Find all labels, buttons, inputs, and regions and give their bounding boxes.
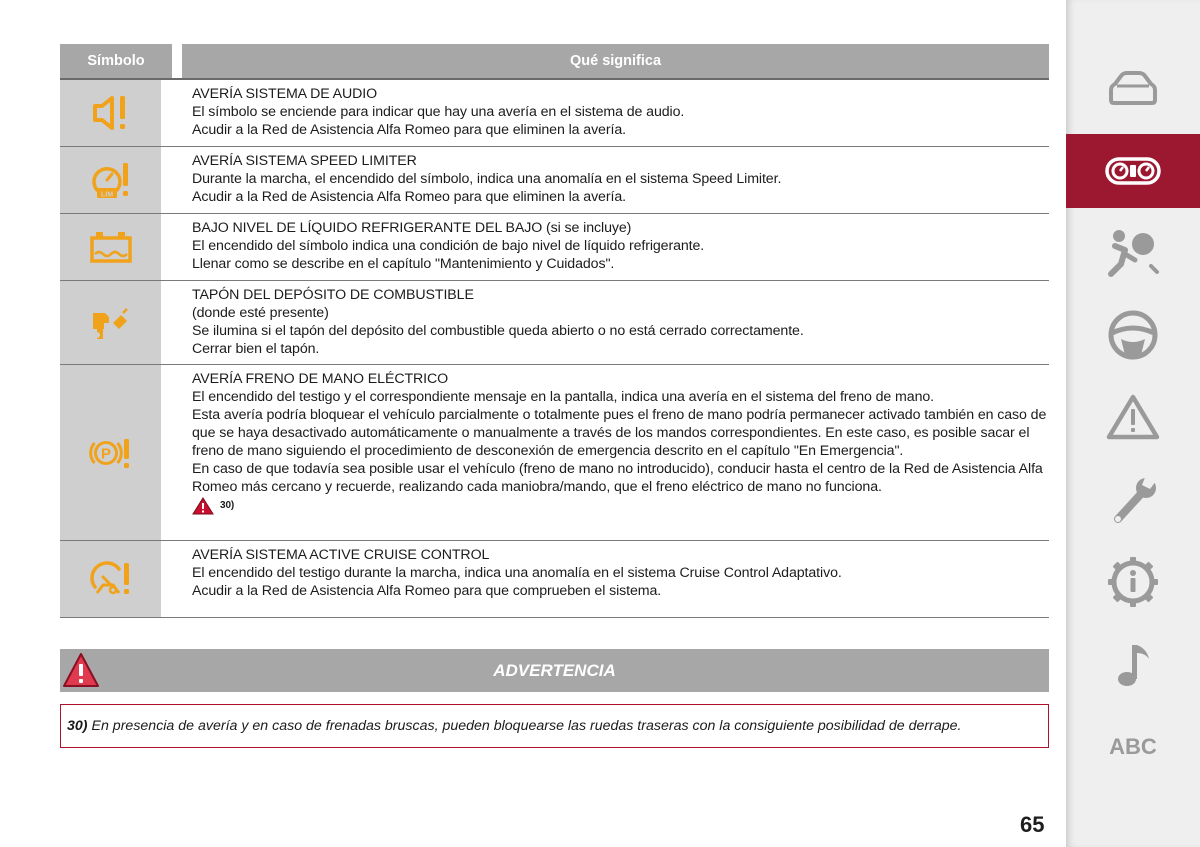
warning-triangle-icon [192, 497, 214, 515]
symbol-cell [60, 80, 161, 146]
table-row [60, 281, 1049, 365]
row-text [192, 214, 1049, 280]
row-text [192, 365, 1049, 522]
row-text [192, 541, 1049, 607]
symbol-cell [60, 147, 161, 213]
low-coolant-icon [89, 227, 133, 267]
airbag-icon [1105, 226, 1161, 278]
svg-text:LIM: LIM [100, 191, 113, 199]
table-row [60, 365, 1049, 541]
symbol-cell [60, 541, 161, 617]
warning-lights-table [60, 44, 1049, 618]
row-title: TAPÓN DEL DEPÓSITO DE COMBUSTIBLE [192, 287, 474, 303]
row-line: El encendido del símbolo indica una condición de bajo nivel de líquido refrigerante. [192, 238, 705, 254]
warning-note-number: 30) [67, 718, 88, 734]
row-text [192, 147, 1049, 213]
row-title: AVERÍA FRENO DE MANO ELÉCTRICO [192, 371, 449, 387]
row-text [192, 80, 1049, 146]
music-note-icon [1111, 639, 1155, 691]
row-line: Se ilumina si el tapón del depósito del combustible queda abierto o no está cerrado correctamente. [192, 323, 804, 339]
row-line: (donde esté presente) [192, 305, 329, 321]
active-cruise-control-failure-icon [89, 559, 133, 599]
row-text [192, 281, 1049, 365]
header-symbol: Símbolo [60, 44, 172, 78]
audio-failure-icon [89, 93, 133, 133]
car-icon [1105, 68, 1161, 108]
row-line: El encendido del testigo durante la marcha, indica una anomalía en el sistema Cruise Control Adaptativo. [192, 565, 842, 581]
row-title: AVERÍA SISTEMA DE AUDIO [192, 86, 378, 102]
row-line: Llenar como se describe en el capítulo "Mantenimiento y Cuidados". [192, 256, 615, 272]
svg-text:P: P [100, 445, 111, 462]
table-row [60, 147, 1049, 214]
sidebar-item-emergency[interactable] [1066, 380, 1200, 454]
warning-header [60, 649, 1049, 692]
row-line: El encendido del testigo y el correspondiente mensaje en la pantalla, indica una avería en el sistema del freno de mano. [192, 389, 934, 405]
row-line: Acudir a la Red de Asistencia Alfa Romeo para que eliminen la avería. [192, 189, 626, 205]
row-title: AVERÍA SISTEMA ACTIVE CRUISE CONTROL [192, 547, 490, 563]
warning-note [60, 704, 1049, 748]
warning-triangle-icon [1106, 393, 1160, 441]
table-header [60, 44, 1049, 80]
wrench-icon [1106, 473, 1160, 527]
sidebar-item-instruments[interactable] [1066, 134, 1200, 208]
sidebar-item-car[interactable] [1066, 51, 1200, 125]
sidebar-item-driving[interactable] [1066, 298, 1200, 372]
sidebar-item-maintenance[interactable] [1066, 463, 1200, 537]
symbol-cell [60, 214, 161, 280]
sidebar-item-multimedia[interactable] [1066, 628, 1200, 702]
row-line: Durante la marcha, el encendido del símbolo, indica una anomalía en el sistema Speed Limiter. [192, 171, 782, 187]
warning-reference-number: 30) [220, 500, 235, 511]
electric-parking-brake-failure-icon [89, 433, 133, 473]
fuel-cap-icon [89, 303, 133, 343]
steering-wheel-icon [1107, 309, 1159, 361]
header-meaning: Qué significa [182, 44, 1049, 78]
abc-index-label: ABC [1109, 734, 1157, 759]
table-row [60, 541, 1049, 618]
page-number: 65 [1020, 812, 1045, 837]
row-line: Cerrar bien el tapón. [192, 341, 320, 357]
symbol-cell [60, 281, 161, 364]
sidebar-item-safety[interactable] [1066, 215, 1200, 289]
warning-title: ADVERTENCIA [493, 660, 616, 680]
sidebar-item-index[interactable] [1066, 710, 1200, 784]
row-line: Esta avería podría bloquear el vehículo parcialmente o totalmente pues el freno de mano podría permanecer activado también en caso de que se haya desactivado automáticamente o manualmente a través de los mandos correspondientes. En este caso, es posible sacar el freno de mano siguiendo el procedimiento de desconexión de emergencia descrito en el capítulo "En Emergencia". [192, 407, 1047, 459]
row-title: BAJO NIVEL DE LÍQUIDO REFRIGERANTE DEL BAJO (si se incluye) [192, 220, 632, 236]
row-line: Acudir a la Red de Asistencia Alfa Romeo para que comprueben el sistema. [192, 583, 662, 599]
info-gear-icon [1106, 555, 1160, 609]
row-line: Acudir a la Red de Asistencia Alfa Romeo para que eliminen la avería. [192, 122, 626, 138]
sidebar-item-technical-data[interactable] [1066, 545, 1200, 619]
speed-limiter-failure-icon [89, 160, 133, 200]
symbol-cell [60, 365, 161, 540]
warning-note-text: En presencia de avería y en caso de frenadas bruscas, pueden bloquearse las ruedas traseras con la consiguiente posibilidad de derrape. [91, 718, 962, 734]
row-line: El símbolo se enciende para indicar que hay una avería en el sistema de audio. [192, 104, 685, 120]
instrument-panel-icon [1104, 154, 1162, 188]
table-row [60, 214, 1049, 281]
row-title: AVERÍA SISTEMA SPEED LIMITER [192, 153, 417, 169]
table-row [60, 80, 1049, 147]
row-line: En caso de que todavía sea posible usar el vehículo (freno de mano no introducido), conducir hasta el centro de la Red de Asistencia Alfa Romeo más cercano y recuerde, realizando cada maniobra/mando, que el freno eléctrico de mano no funciona. [192, 461, 1043, 495]
warning-reference[interactable] [192, 497, 1049, 515]
chapter-sidebar [1066, 0, 1200, 847]
